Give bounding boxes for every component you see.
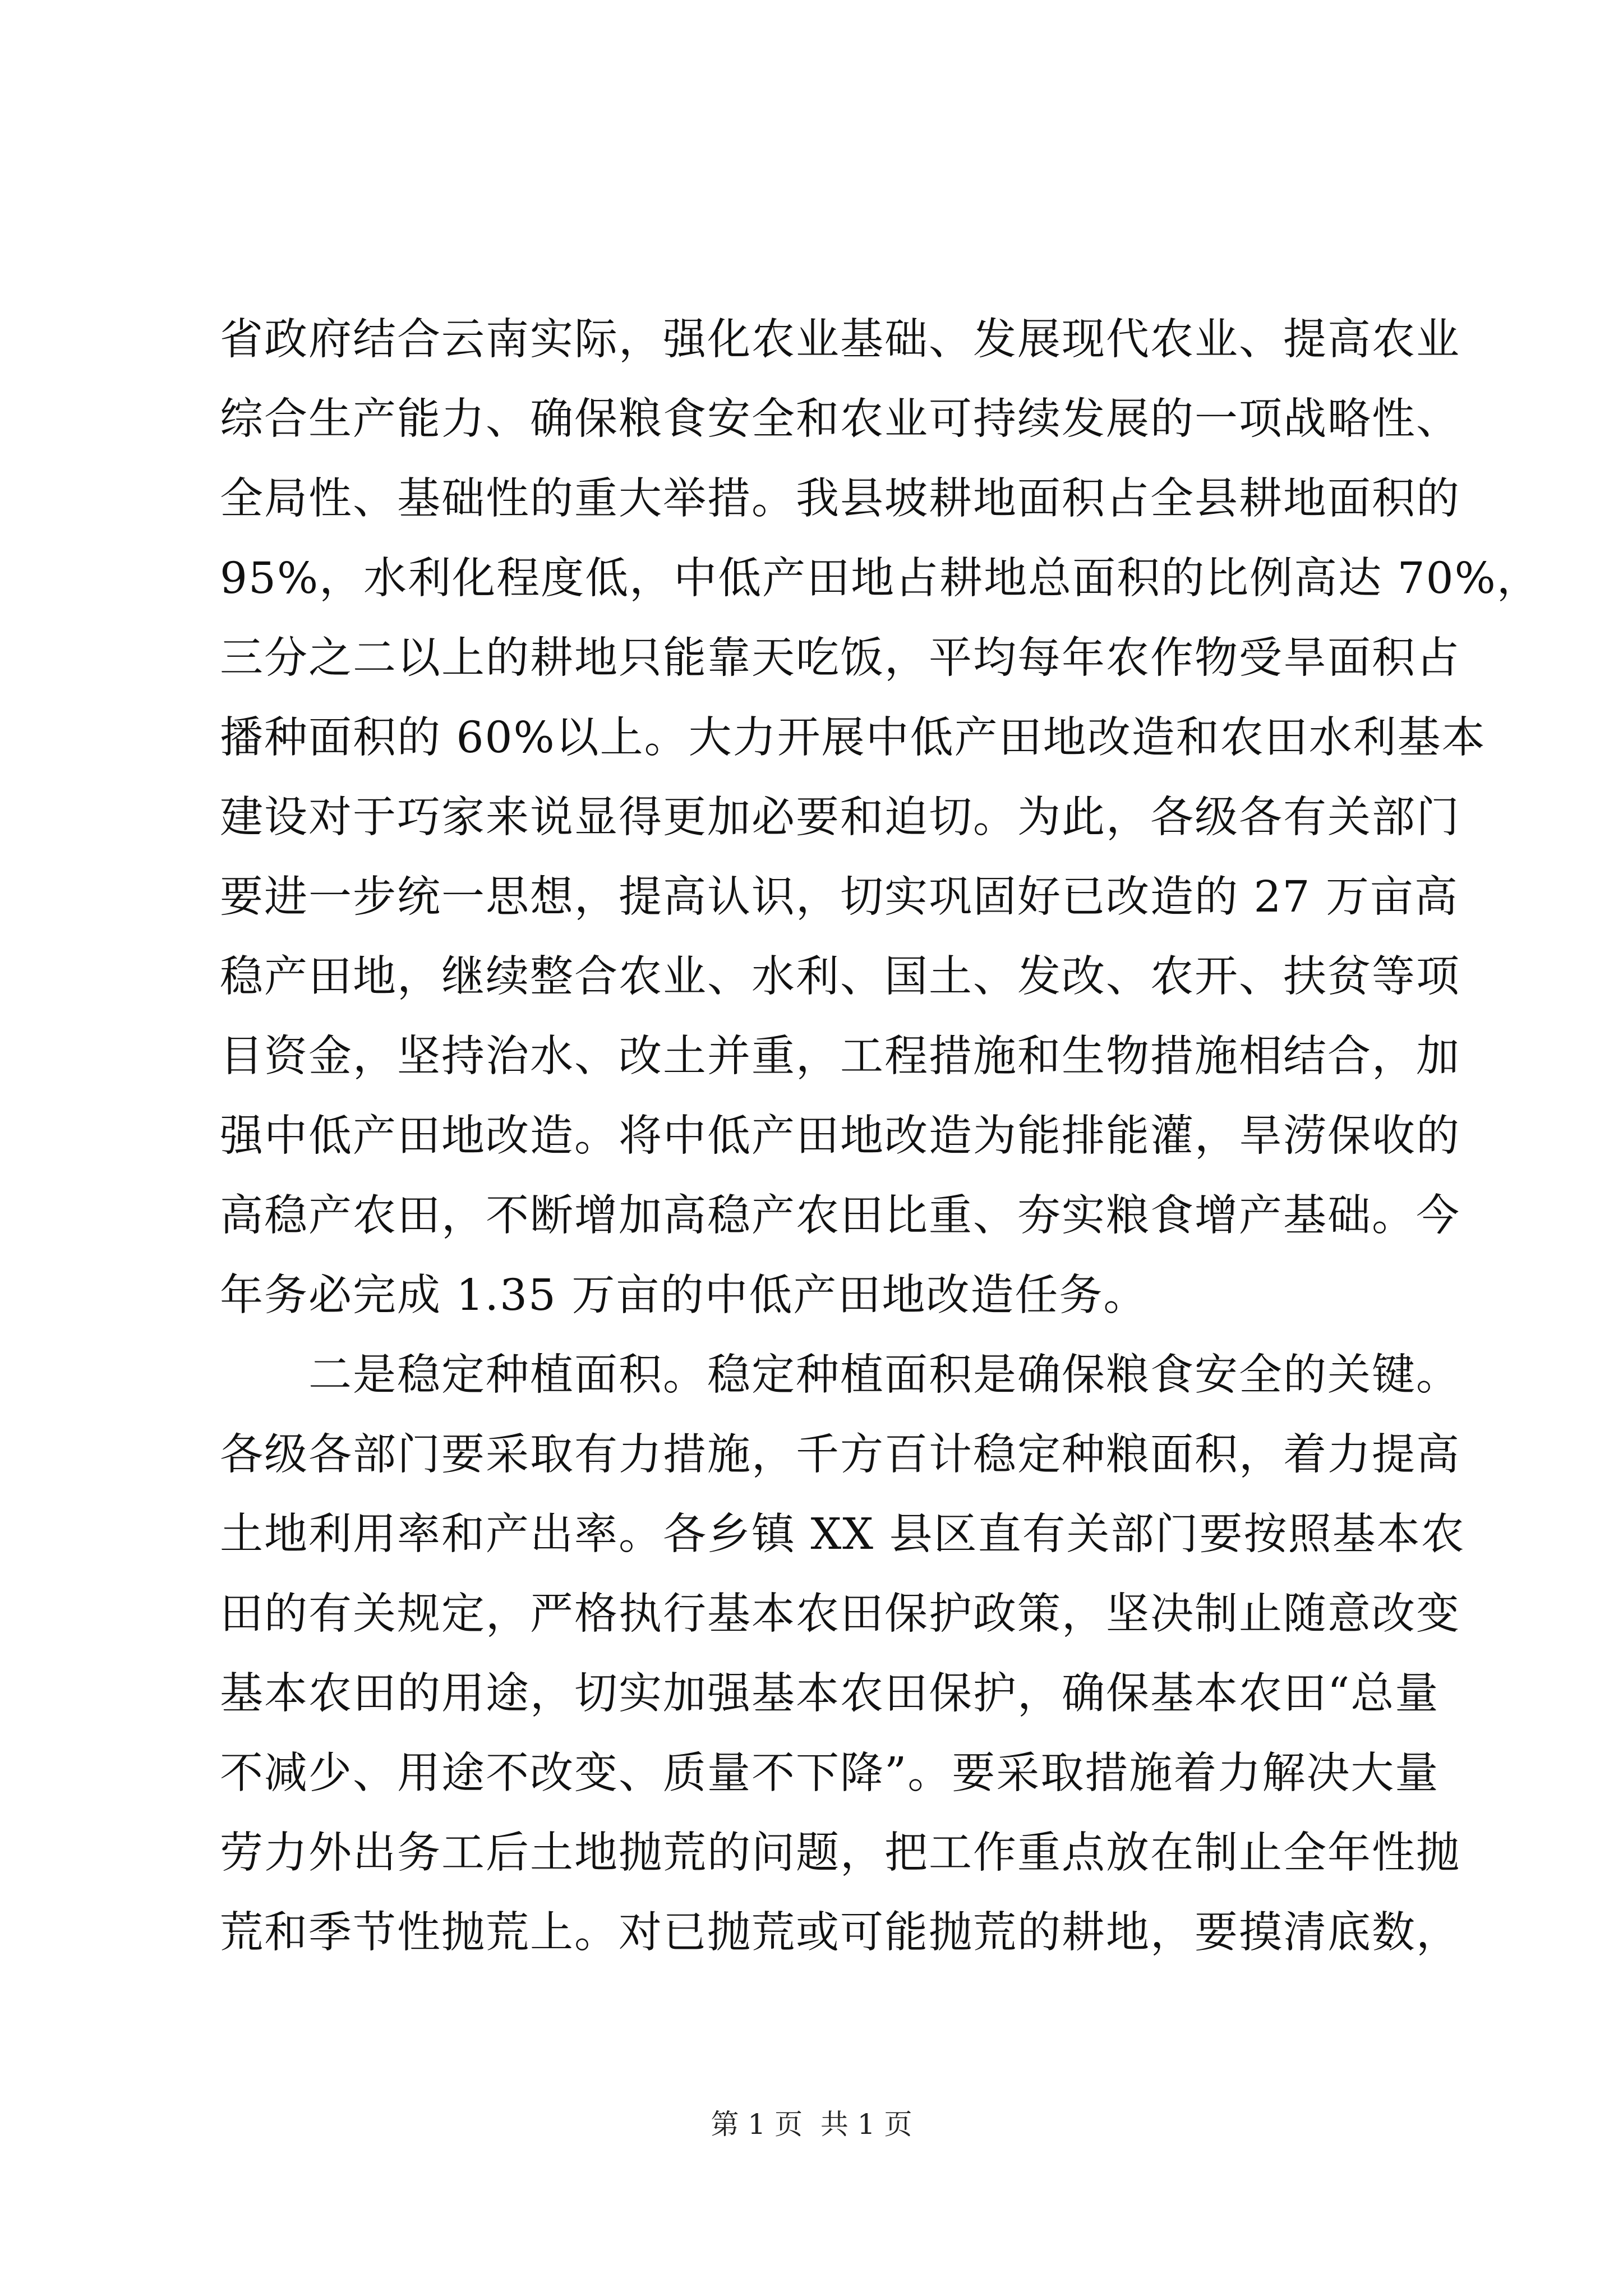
page-footer: 第 1 页 共 1 页 xyxy=(711,2108,912,2141)
text-line: 综合生产能力、确保粮食安全和农业可持续发展的一项战略性、 xyxy=(220,394,1460,444)
text-line: 高稳产农田，不断增加高稳产农田比重、夯实粮食增产基础。今 xyxy=(220,1191,1460,1241)
text-line: 稳产田地，继续整合农业、水利、国土、发改、农开、扶贫等项 xyxy=(220,952,1460,1002)
text-line: 全局性、基础性的重大举措。我县坡耕地面积占全县耕地面积的 xyxy=(220,474,1460,524)
text-line: 各级各部门要采取有力措施，千方百计稳定种粮面积，着力提高 xyxy=(220,1430,1460,1480)
text-line: 基本农田的用途，切实加强基本农田保护，确保基本农田“总量 xyxy=(220,1669,1440,1719)
paragraph-start-line: 二是稳定种植面积。稳定种植面积是确保粮食安全的关键。 xyxy=(220,1350,1460,1400)
text-line: 强中低产田地改造。将中低产田地改造为能排能灌，旱涝保收的 xyxy=(220,1111,1460,1161)
body-text xyxy=(220,300,1541,1973)
text-line: 省政府结合云南实际，强化农业基础、发展现代农业、提高农业 xyxy=(220,315,1460,365)
text-line: 荒和季节性抛荒上。对已抛荒或可能抛荒的耕地，要摸清底数， xyxy=(220,1908,1460,1958)
text-line: 建设对于巧家来说显得更加必要和迫切。为此，各级各有关部门 xyxy=(220,793,1460,843)
text-line: 播种面积的 60%以上。大力开展中低产田地改造和农田水利基本 xyxy=(220,713,1486,763)
text-line: 三分之二以上的耕地只能靠天吃饭，平均每年农作物受旱面积占 xyxy=(220,633,1460,683)
text-line: 不减少、用途不改变、质量不下降”。要采取措施着力解决大量 xyxy=(220,1749,1440,1798)
text-line: 田的有关规定，严格执行基本农田保护政策，坚决制止随意改变 xyxy=(220,1589,1460,1639)
text-line: 95%，水利化程度低，中低产田地占耕地总面积的比例高达 70%， xyxy=(220,554,1541,604)
text-line: 要进一步统一思想，提高认识，切实巩固好已改造的 27 万亩高 xyxy=(220,872,1459,922)
text-line: 目资金，坚持治水、改土并重，工程措施和生物措施相结合，加 xyxy=(220,1032,1460,1082)
text-line: 土地利用率和产出率。各乡镇 XX 县区直有关部门要按照基本农 xyxy=(220,1510,1465,1559)
text-line: 年务必完成 1.35 万亩的中低产田地改造任务。 xyxy=(220,1271,1148,1320)
text-line: 劳力外出务工后土地抛荒的问题，把工作重点放在制止全年性抛 xyxy=(220,1828,1460,1878)
